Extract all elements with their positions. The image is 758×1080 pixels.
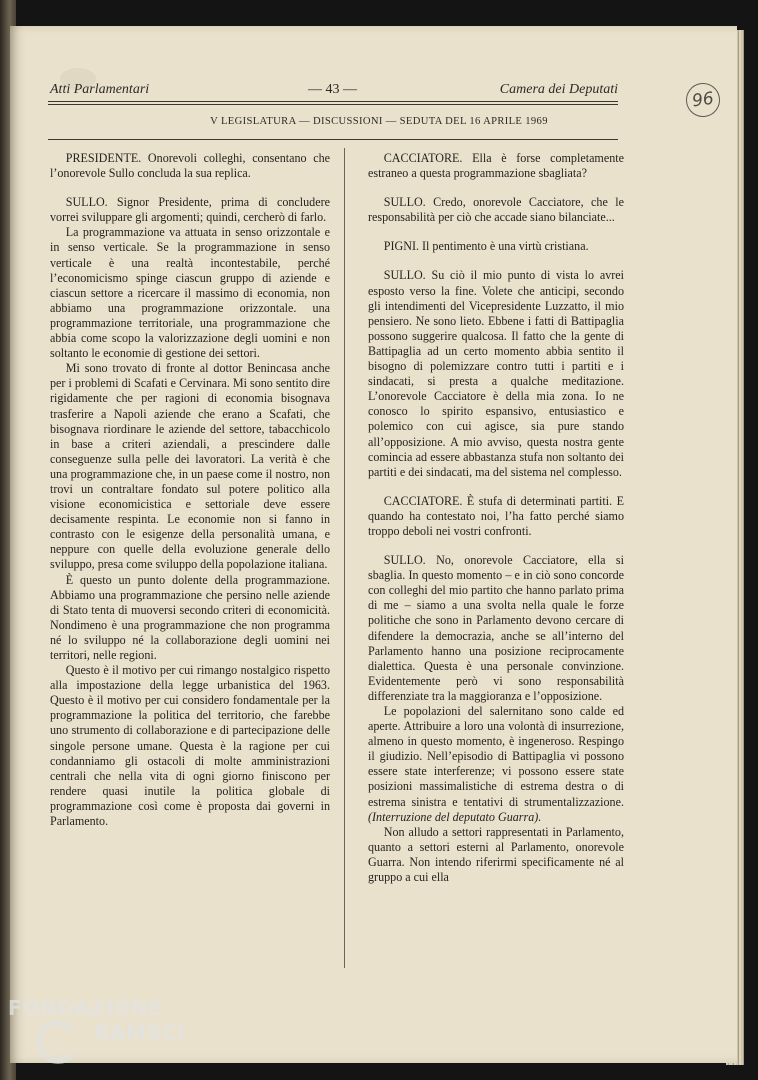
handwritten-page-number: 96 [684, 81, 722, 119]
header-rule-thin [48, 104, 618, 105]
paragraph [50, 195, 330, 225]
watermark-line2: RAMSCI [94, 1021, 185, 1045]
paragraph [368, 704, 624, 825]
watermark-g-logo [36, 1020, 80, 1064]
speaker-name: CACCIATORE. [383, 493, 463, 508]
paragraph [368, 151, 624, 181]
left-column [50, 151, 330, 829]
paragraph-text: Mi sono trovato di fronte al dottor Benincasa anche per i problemi di Scafati e Cervinara. Mi sono sentito dire rigidamente che per ragioni di economia bisognava trasferire a Napoli aziende che erano a Scafati, che bisognava riordinare le aziende del settore, tabacchicolo in base a criteri aziendali, a prescindere dalle conseguenze sulla pelle dei lavoratori. La verità è che una programmazione che, in un paese come il nostro, non trovi un contraltare fondato sul potere politico alla visione economicistica e settoriale deve essere decisamente respinta. Le economie non si fanno in contrasto con le esigenze della personalità umana, e neppure con quelle della evoluzione generale dello sviluppo, presa come sviluppo della popolazione italiana. [50, 361, 330, 572]
paragraph-text: Ella è forse completamente estraneo a questa programmazione sbagliata? [368, 151, 624, 181]
paragraph [368, 825, 624, 885]
header-right: Camera dei Deputati [499, 82, 618, 97]
paragraph-text: Su ciò il mio punto di vista lo avrei esposto verso la fine. Volete che anticipi, secondo gli intendimenti del Vicepresidente Luzzatto, il mio pensiero. Ne sono lieto. Ebbene i fatti di Battipaglia possono suggerire qualcosa. Il fatto che la gente di Battipaglia ad un certo momento abbia sentito il bisogno di polemizzare contro tutti i partiti e i sindacati, si presta a qualche meditazione. L’onorevole Cacciatore è della mia zona. Io ne conosco lo spirito espansivo, entusiastico e polemico con cui agisce, sia pure stando all’opposizione. A mio avviso, questa nostra gente comincia ad essere abbastanza stufa non soltanto dei partiti e dei sindacati, ma del sistema nel complesso. [368, 268, 624, 479]
column-divider [344, 148, 345, 968]
right-column [368, 151, 624, 885]
speaker-name: CACCIATORE. [383, 151, 463, 165]
paragraph-text: È questo un punto dolente della programmazione. Abbiamo una programmazione che persino nelle aziende di Stato tenta di muoversi secondo criteri di economicità. Nondimeno è una programmazione che non programma né lo sviluppo né la collaborazione degli uomini nei territori, nelle regioni. [50, 572, 330, 662]
paragraph-text: Il pentimento è una virtù cristiana. [419, 239, 589, 254]
session-rule [48, 139, 618, 140]
paragraph [368, 268, 624, 479]
running-head [50, 82, 618, 100]
speaker-name: SULLO. [65, 195, 108, 210]
session-line: V LEGISLATURA — DISCUSSIONI — SEDUTA DEL 16 APRILE 1969 [210, 116, 548, 127]
paragraph [368, 494, 624, 539]
interruption-note: (Interruzione del deputato Guarra). [368, 809, 542, 824]
paragraph-text: Non alludo a settori rappresentati in Parlamento, quanto a settori esterni al Parlamento, onorevole Guarra. Non intendo riferirmi specificamente né al gruppo a cui ella [368, 824, 624, 885]
paragraph-text: Le popolazioni del salernitano sono calde ed aperte. Attribuire a loro una volontà di insurrezione, almeno in questo momento, è ingeneroso. Respingo il giudizio. Nell’episodio di Battipaglia vi possono essere state interferenze; vi possono essere state posizioni massimalistiche di estrema destra o di estrema sinistra e tentativi di strumentalizzazione. [368, 704, 624, 809]
speaker-name: SULLO. [383, 195, 426, 210]
page-number: — 43 — [308, 82, 357, 97]
paragraph-text: Questo è il motivo per cui rimango nostalgico rispetto alla impostazione della legge urbanistica del 1963. Questo è il motivo per cui considero fondamentale per la programmazione la politica del territorio, che farebbe uno strumento di collaborazione e di partecipazione delle singole persone umane. Questa è la ragione per cui condanniamo gli ostacoli di molte amministrazioni centrali che nella vita di ogni giorno finiscono per rendere quasi inutile la politica globale di programmazione così come è proposta dai governi in Parlamento. [50, 663, 330, 829]
speaker-name: PRESIDENTE. [65, 151, 142, 165]
paragraph-text: Credo, onorevole Cacciatore, che le responsabilità per ciò che accade siano bilanciate... [368, 195, 624, 225]
paragraph [50, 573, 330, 664]
header-rule [48, 101, 618, 102]
paragraph-text: La programmazione va attuata in senso orizzontale e in senso verticale. Se la programmazione in senso verticale è una realtà incontestabile, perché l’economicismo spinge ciascun gruppo di aziende e ciascun settore a ricercare il massimo di economia, non abbiamo una programmazione orizzontale. una programmazione territoriale, una programmazione che abbia come scopo la valorizzazione degli uomini e non soltanto le economie di gestione dei settori. [50, 225, 330, 361]
paragraph [368, 195, 624, 225]
paragraph-text: Signor Presidente, prima di concludere vorrei sviluppare gli argomenti; quindi, cercherò di farlo. [50, 195, 330, 225]
speaker-name: PIGNI. [383, 239, 419, 254]
paragraph [50, 663, 330, 829]
paragraph-text: È stufa di determinati partiti. E quando ha contestato noi, l’ha fatto perché siamo troppo deboli nei vostri confronti. [368, 493, 624, 538]
paragraph [50, 225, 330, 361]
paragraph [368, 553, 624, 704]
watermark [8, 996, 198, 1076]
speaker-name: SULLO. [383, 268, 426, 283]
speaker-name: SULLO. [383, 553, 426, 568]
watermark-line1: FONDAZIONE [8, 996, 163, 1020]
paragraph-text: No, onorevole Cacciatore, ella si sbaglia. In questo momento – e in ciò sono concorde con colleghi del mio partito che hanno parlato prima di me – siamo a una svolta nella quale le forze politiche che sono in Parlamento devono cercare di difendere la democrazia, anche se all’interno del Parlamento hanno una posizione reciprocamente dialettica. Questa è una personale convinzione. Evidentemente però vi sono responsabilità differenziate tra la maggioranza e l’opposizione. [368, 553, 624, 703]
paragraph-text: Onorevoli colleghi, consentano che l’onorevole Sullo concluda la sua replica. [50, 151, 330, 181]
paragraph [50, 151, 330, 181]
paragraph [50, 361, 330, 572]
paragraph [368, 239, 624, 254]
header-left: Atti Parlamentari [50, 82, 150, 97]
